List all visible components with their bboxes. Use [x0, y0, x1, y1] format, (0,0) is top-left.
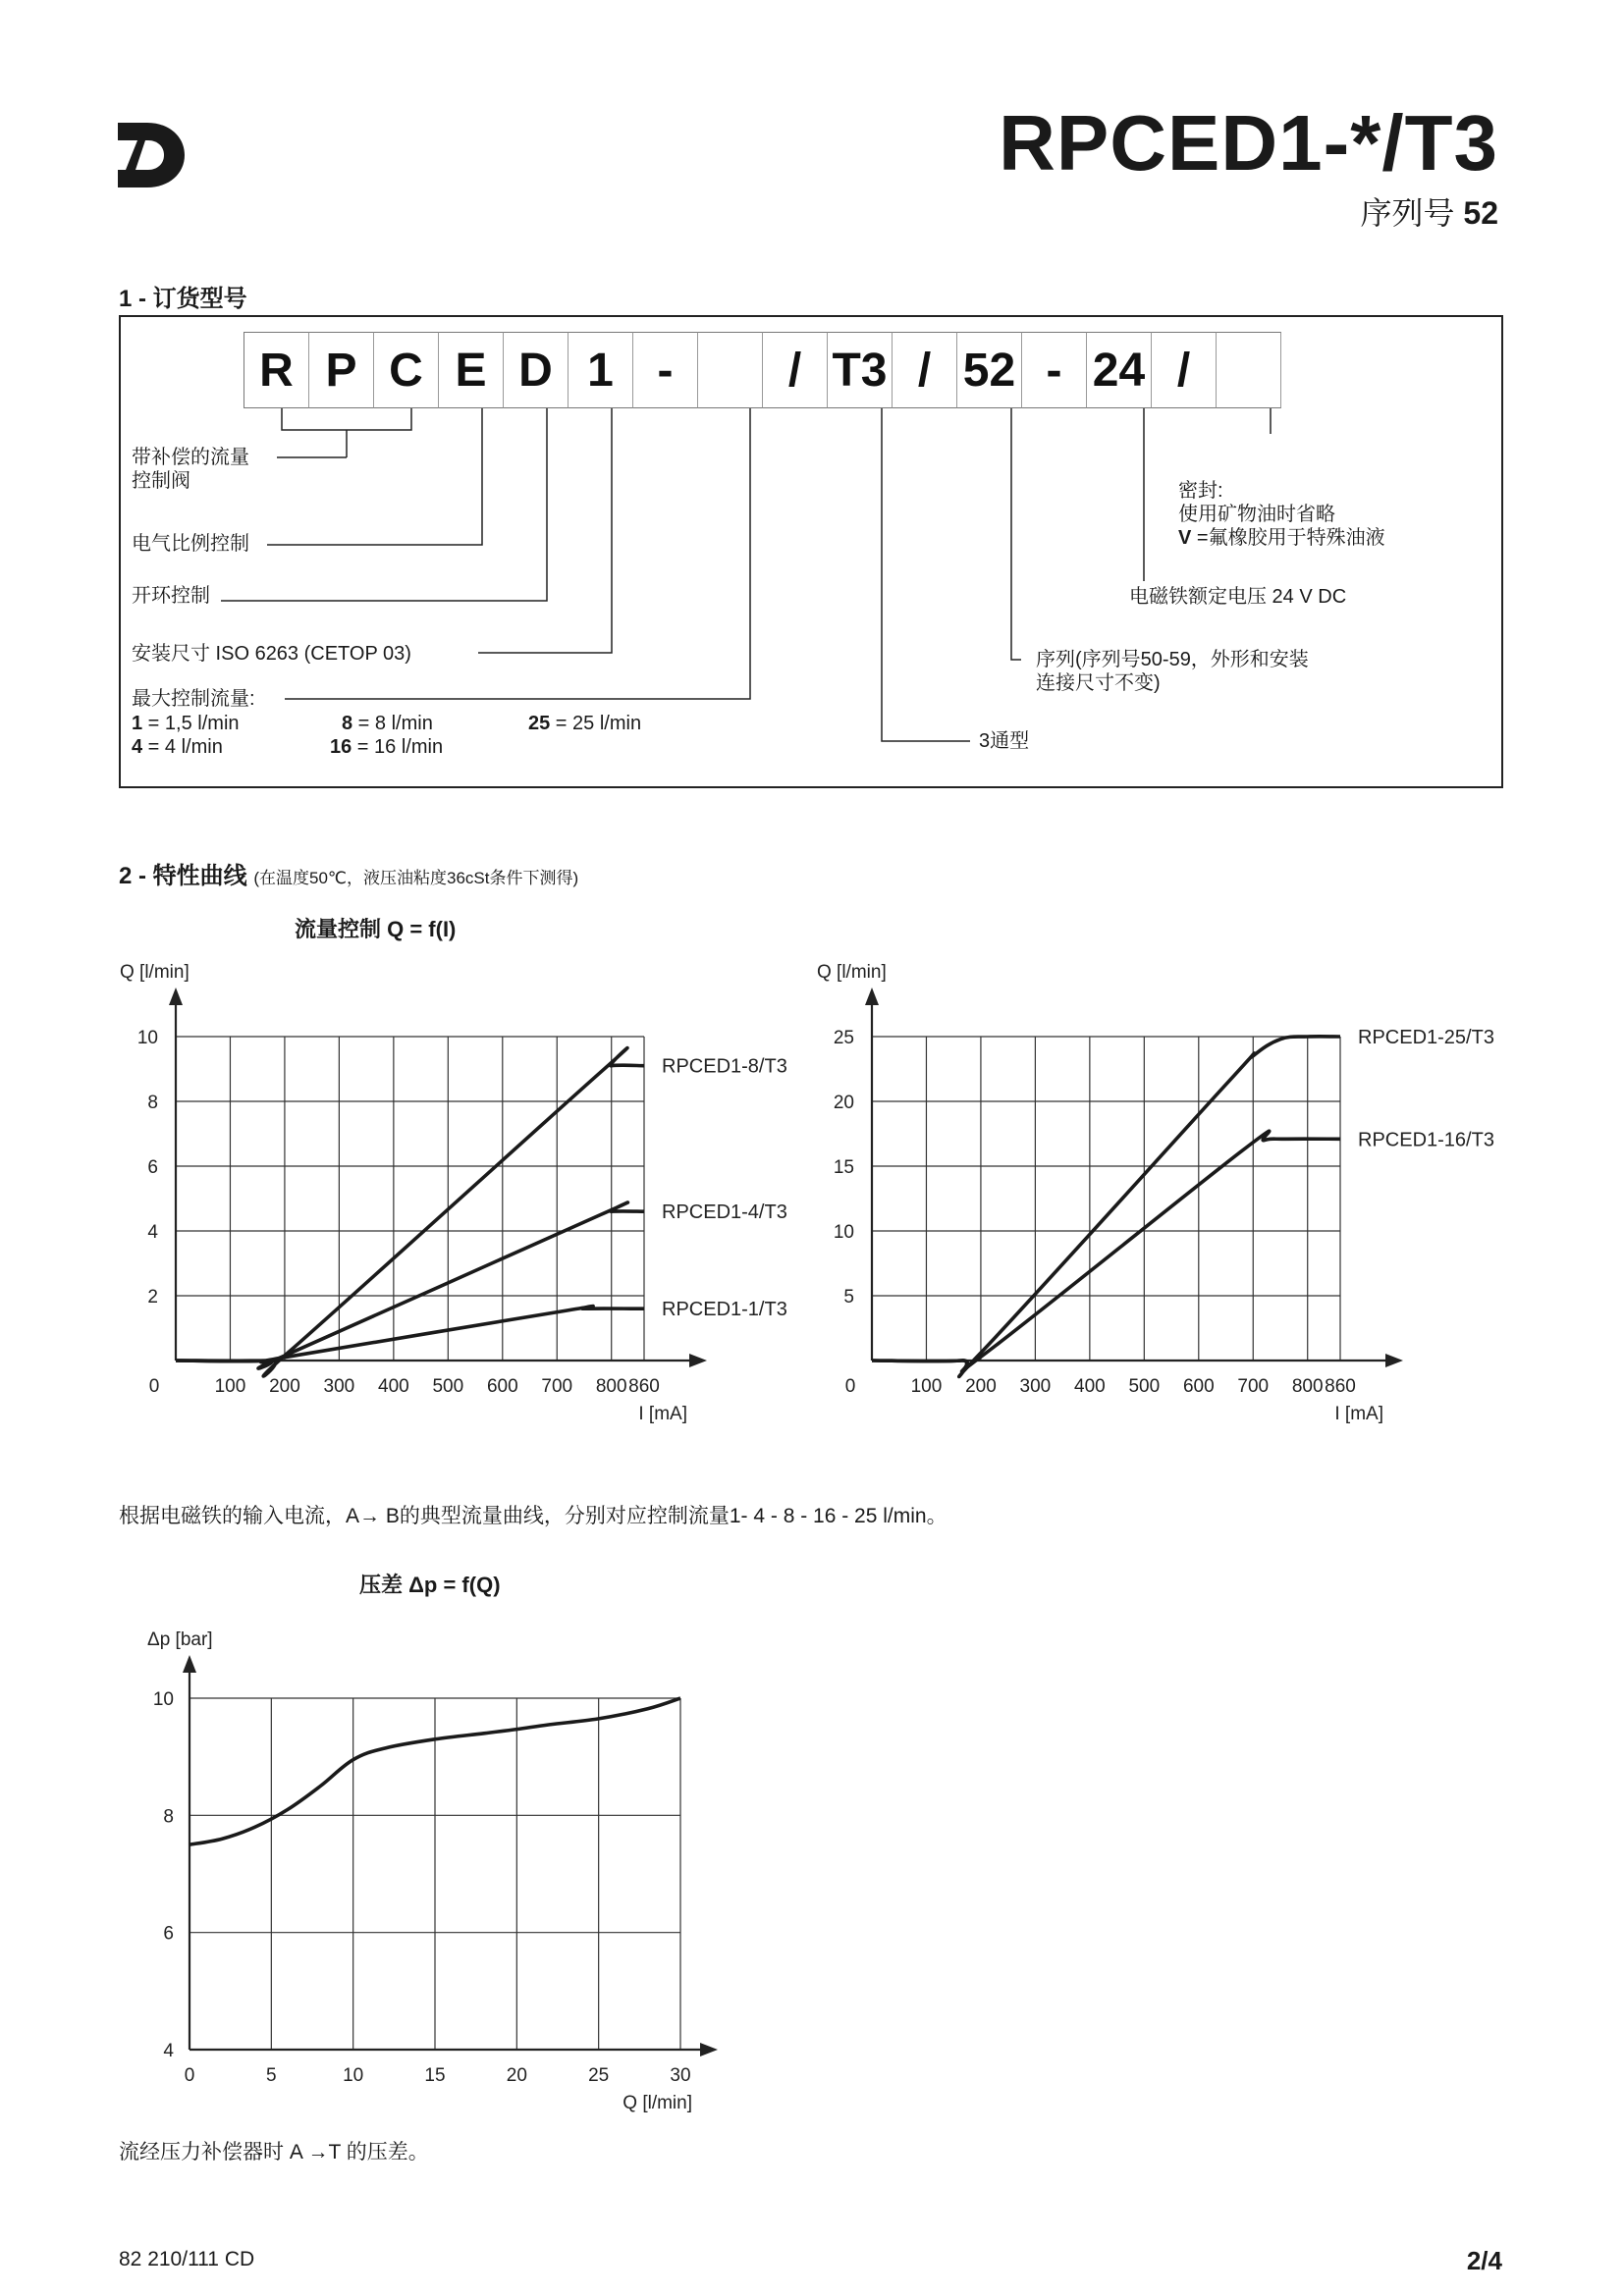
y-axis-label: Δp [bar]: [147, 1629, 213, 1650]
flow-chart-title: 流量控制 Q = f(I): [295, 917, 457, 941]
x-tick-label: 800: [1291, 1376, 1324, 1397]
y-axis-arrow: [169, 988, 183, 1005]
x-tick-label: 200: [269, 1376, 300, 1397]
label-seals: 密封: 使用矿物油时省略 V =氟橡胶用于特殊油液: [1178, 480, 1385, 549]
code-cell-14: /: [1152, 332, 1217, 408]
x-tick-label: 860: [628, 1376, 660, 1397]
x-tick-label: 25: [588, 2065, 610, 2086]
series-label: RPCED1-1/T3: [662, 1299, 787, 1321]
y-tick-label: 6: [163, 1923, 174, 1945]
x-axis-label: I [mA]: [638, 1404, 687, 1424]
code-cell-4: D: [504, 332, 568, 408]
series-line: [872, 1037, 1340, 1377]
code-cell-9: T3: [828, 332, 893, 408]
y-tick-label: 10: [136, 1028, 158, 1048]
x-tick-label: 500: [1128, 1376, 1161, 1397]
x-tick-label: 860: [1325, 1376, 1356, 1397]
x-tick-label: 200: [965, 1376, 997, 1397]
x-tick-label: 10: [343, 2065, 364, 2086]
label-electric-control: 电气比例控制: [132, 533, 249, 555]
code-cell-12: -: [1022, 332, 1087, 408]
y-axis-label: Q [l/min]: [817, 962, 887, 983]
ordering-leader-lines: [0, 0, 1624, 805]
code-cell-10: /: [893, 332, 957, 408]
flow-option-8: 8 = 8 l/min: [342, 713, 433, 734]
flow-caption: 根据电磁铁的输入电流，A→ B的典型流量曲线，分别对应控制流量1- 4 - 8 - 16 - 25 l/min。: [119, 1505, 947, 1527]
x-tick-label: 0: [148, 1376, 160, 1397]
x-tick-label: 100: [910, 1376, 943, 1397]
flow-option-16: 16 = 16 l/min: [330, 736, 444, 758]
label-max-flow: 最大控制流量:: [132, 688, 255, 710]
dp-chart-title: 压差 Δp = f(Q): [359, 1573, 501, 1597]
y-axis-arrow: [183, 1655, 196, 1673]
y-tick-label: 10: [152, 1689, 174, 1710]
code-cell-0: R: [244, 332, 309, 408]
y-axis-label: Q [l/min]: [120, 962, 189, 983]
x-tick-label: 15: [424, 2065, 446, 2086]
code-cell-3: E: [439, 332, 504, 408]
flow-option-1: 1 = 1,5 l/min: [132, 713, 240, 734]
series-label: RPCED1-25/T3: [1358, 1027, 1494, 1048]
x-tick-label: 300: [323, 1376, 355, 1397]
series-label: RPCED1-16/T3: [1358, 1129, 1494, 1151]
label-series: 序列(序列号50-59，外形和安装 连接尺寸不变): [1036, 649, 1309, 694]
x-tick-label: 400: [1074, 1376, 1106, 1397]
label-3-way: 3通型: [979, 730, 1030, 752]
y-tick-label: 20: [833, 1093, 854, 1113]
series-line: [176, 1048, 644, 1376]
series-line: [176, 1202, 644, 1368]
pressure-drop-chart: [118, 1620, 746, 2130]
code-cell-2: C: [374, 332, 439, 408]
code-cell-13: 24: [1087, 332, 1152, 408]
x-tick-label: 0: [184, 2065, 195, 2086]
series-label: RPCED1-8/T3: [662, 1055, 787, 1078]
x-axis-arrow: [689, 1354, 707, 1367]
flow-option-25: 25 = 25 l/min: [528, 713, 642, 734]
y-tick-label: 5: [843, 1287, 854, 1308]
y-tick-label: 10: [833, 1222, 854, 1243]
label-mounting: 安装尺寸 ISO 6263 (CETOP 03): [132, 643, 411, 665]
x-tick-label: 300: [1019, 1376, 1052, 1397]
x-axis-arrow: [1385, 1354, 1403, 1367]
code-cell-1: P: [309, 332, 374, 408]
x-tick-label: 500: [432, 1376, 464, 1397]
dp-caption: 流经压力补偿器时 A →T 的压差。: [119, 2141, 429, 2163]
page-number: 2/4: [1466, 2246, 1502, 2275]
y-tick-label: 25: [833, 1028, 854, 1048]
doc-number: 82 210/111 CD: [119, 2248, 255, 2270]
flow-option-4: 4 = 4 l/min: [132, 736, 223, 758]
x-tick-label: 30: [670, 2065, 691, 2086]
characteristics-heading: 2 - 特性曲线 (在温度50℃，液压油粘度36cSt条件下测得): [119, 863, 579, 889]
y-tick-label: 8: [163, 1806, 174, 1828]
flow-chart-right: [805, 952, 1522, 1433]
x-tick-label: 0: [844, 1376, 856, 1397]
series-number: 序列号 52: [1360, 195, 1498, 231]
y-axis-arrow: [865, 988, 879, 1005]
label-open-loop: 开环控制: [132, 585, 210, 607]
x-tick-label: 700: [541, 1376, 573, 1397]
code-cell-5: 1: [568, 332, 633, 408]
label-compensated-valve: 带补偿的流量 控制阀: [132, 447, 249, 492]
x-axis-label: Q [l/min]: [623, 2093, 692, 2113]
label-voltage: 电磁铁额定电压 24 V DC: [1129, 586, 1347, 608]
x-tick-label: 400: [378, 1376, 409, 1397]
series-label: RPCED1-4/T3: [662, 1201, 787, 1224]
y-tick-label: 2: [147, 1287, 158, 1308]
y-tick-label: 6: [147, 1157, 158, 1178]
x-tick-label: 600: [486, 1376, 518, 1397]
ordering-heading: 1 - 订货型号: [119, 286, 247, 312]
x-axis-label: I [mA]: [1334, 1404, 1383, 1424]
x-tick-label: 800: [595, 1376, 627, 1397]
x-tick-label: 600: [1182, 1376, 1215, 1397]
y-tick-label: 4: [163, 2041, 174, 2061]
series-line: [872, 1131, 1340, 1371]
y-tick-label: 15: [833, 1157, 854, 1178]
flow-chart-left: [108, 952, 815, 1433]
code-cell-6: -: [633, 332, 698, 408]
x-tick-label: 5: [266, 2065, 277, 2086]
x-tick-label: 20: [506, 2065, 527, 2086]
code-cell-8: /: [763, 332, 828, 408]
series-line: [176, 1306, 644, 1362]
y-tick-label: 8: [147, 1093, 158, 1113]
x-tick-label: 700: [1237, 1376, 1270, 1397]
code-cell-11: 52: [957, 332, 1022, 408]
y-tick-label: 4: [147, 1222, 158, 1243]
x-tick-label: 100: [214, 1376, 246, 1397]
page-title: RPCED1-*/T3: [999, 99, 1498, 187]
x-axis-arrow: [700, 2043, 718, 2056]
